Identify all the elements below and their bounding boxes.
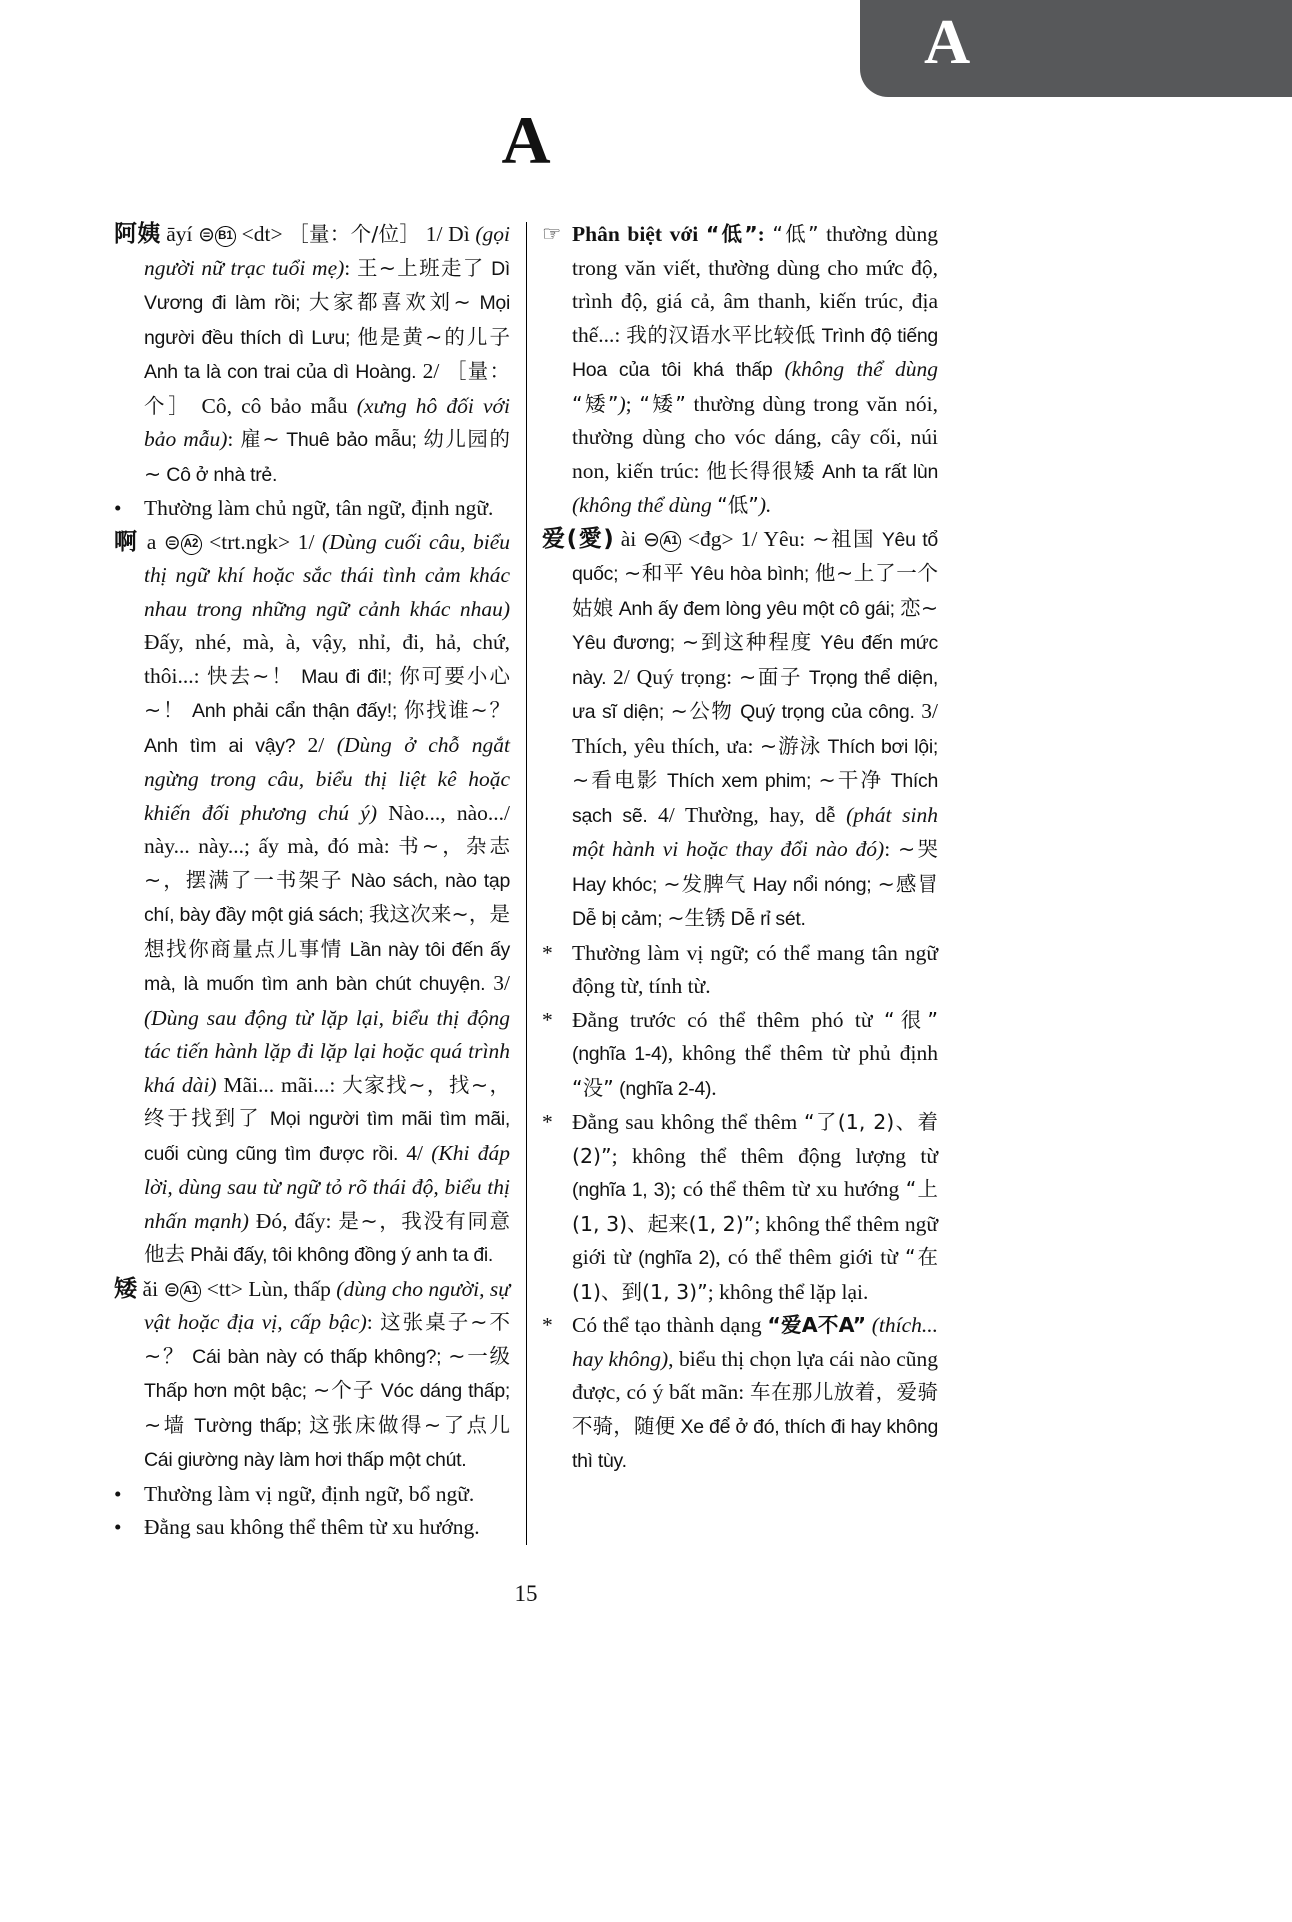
segment-cn: 你找谁~？ <box>403 698 510 722</box>
segment-cn: 王~上班走了 <box>356 255 485 280</box>
segment-gl: Yêu đến mức này. <box>572 632 939 689</box>
segment-cn: 我这次来~，是想找你商量点儿事情 <box>144 902 510 961</box>
star-note <box>542 937 938 1004</box>
segment-gl: Thích xem phim; <box>659 770 819 792</box>
segment-gl: Hay khóc; <box>572 873 664 896</box>
grade-symbol-icon: ⊖ <box>643 526 660 551</box>
segment-cn: 大家都喜欢刘~ <box>308 290 471 314</box>
segment-vi: Đằng sau không thể thêm <box>572 1110 804 1134</box>
dictionary-entry <box>114 218 510 492</box>
segment-py: āyí <box>160 222 199 246</box>
segment-vi: 3/ Thích, yêu thích, ưa: <box>572 699 938 758</box>
segment-cn: ~生锈 <box>667 906 726 930</box>
segment-gl: Vóc dáng thấp; <box>374 1380 510 1402</box>
segment-tag: <đg> <box>680 526 741 551</box>
star-note <box>542 1309 938 1479</box>
level-badge: A1 <box>660 531 681 552</box>
segment-gl: Trình độ tiếng Hoa của tôi khá thấp <box>572 324 938 381</box>
segment-cn: 快去~！ <box>207 663 294 688</box>
segment-vi: Có thể tạo thành dạng <box>572 1313 768 1337</box>
headword: 阿姨 <box>114 221 161 247</box>
bullet-marker-icon: • <box>114 1515 122 1539</box>
segment-cn: “在(1)、到(1, 3)” <box>572 1245 938 1304</box>
segment-gl: Anh tìm ai vậy? <box>144 734 308 757</box>
segment-cn: “低” <box>772 222 819 246</box>
segment-gl: (nghĩa 2) <box>638 1247 716 1269</box>
segment-gl: (nghĩa 1, 3) <box>572 1179 671 1201</box>
segment-vi: 2/ Quý trọng: <box>612 664 740 689</box>
segment-gl: Cái bàn này có thấp không?; <box>185 1345 449 1368</box>
dictionary-entry <box>114 1273 510 1478</box>
segment-cn: 你可要小心~！ <box>144 663 510 722</box>
section-letter-heading: A <box>501 102 551 178</box>
segment-py: a <box>139 529 164 554</box>
segment-gl: Nào sách, nào tạp chí, bày đầy một giá sách; <box>144 869 510 926</box>
segment-gl: Yêu hòa bình; <box>684 563 815 585</box>
segment-cn: ~和平 <box>624 561 685 585</box>
segment-gl: Tường thấp; <box>186 1414 310 1437</box>
segment-vi: Thường làm vị ngữ; có thể mang tân ngữ động từ, tính từ. <box>572 940 938 998</box>
segment-cn: ［量：个/位］ <box>288 222 421 246</box>
segment-vi: 2/ <box>422 359 446 383</box>
segment-cn: “矮” <box>572 391 619 416</box>
segment-cn: “矮” <box>639 391 686 416</box>
bullet-note <box>114 1511 510 1545</box>
page-number: 15 <box>514 1580 538 1606</box>
segment-gl: Anh ta rất lùn <box>815 460 939 483</box>
segment-gl: (nghĩa 1-4) <box>572 1043 668 1065</box>
segment-gl: Anh phải cẩn thận đấy!; <box>185 700 404 722</box>
segment-vi: Mãi... mãi...: <box>216 1072 343 1097</box>
segment-cn: ~到这种程度 <box>681 630 814 654</box>
segment-vi: , có thể thêm giới từ <box>715 1245 906 1269</box>
segment-gl: Anh ấy đem lòng yêu một cô gái; <box>613 597 901 620</box>
segment-cn: ~发脾气 <box>663 871 747 896</box>
segment-gl: Mau đi đi!; <box>293 665 400 688</box>
segment-vi: , không thể thêm từ phủ định <box>667 1041 938 1065</box>
segment-gl: Hay nổi nóng; <box>746 873 878 896</box>
segment-vi: : <box>227 427 241 451</box>
segment-gl: Yêu đương; <box>572 632 682 654</box>
segment-it: ). <box>758 493 772 517</box>
segment-vi: 2/ <box>307 732 337 757</box>
pointer-note <box>542 218 938 523</box>
segment-cn: ~祖国 <box>812 526 876 551</box>
segment-gl: Mọi người đều thích dì Lưu; <box>144 292 510 349</box>
segment-cn: ~感冒 <box>877 871 938 896</box>
segment-vi: 4/ Thường, hay, dễ <box>657 802 847 827</box>
section-tab-letter: A <box>924 6 971 77</box>
segment-vi: 1/ <box>297 529 322 554</box>
segment-cn: ［量：个］ <box>144 359 510 418</box>
segment-gl: Lần này tôi đến ấy mà, là muốn tìm anh bàn chút chuyện. <box>144 938 510 995</box>
star-marker-icon: * <box>542 1110 553 1134</box>
segment-it: (không thể dùng <box>784 357 938 381</box>
segment-vi: 1/ Dì <box>420 222 476 246</box>
dictionary-entry <box>114 526 510 1273</box>
headword: 爱(愛) <box>542 525 614 552</box>
right-column <box>542 218 938 1545</box>
segment-gl: (nghĩa 2-4) <box>619 1077 712 1100</box>
segment-cn: 他长得很矮 <box>706 458 816 483</box>
segment-it: (gọi người nữ trạc tuổi mẹ) <box>144 222 510 280</box>
segment-vi: 4/ <box>406 1140 432 1165</box>
segment-vi: Đằng sau không thể thêm từ xu hướng. <box>144 1515 480 1539</box>
segment-vi: , biểu thị chọn lựa cái nào cũng được, có ý bất mãn: <box>572 1346 939 1404</box>
headword: 矮 <box>114 1275 138 1302</box>
segment-gl: Dì Vương đi làm rồi; <box>144 257 510 314</box>
segment-gl: Thích sạch sẽ. <box>572 770 939 827</box>
segment-cn: “低” <box>717 493 759 517</box>
segment-gl: Quý trọng của công. <box>733 701 922 723</box>
segment-cn: ~干净 <box>818 768 884 792</box>
star-marker-icon: * <box>542 1313 553 1337</box>
segment-cn: “没” <box>572 1075 614 1100</box>
segment-gl: Xe để ở đó, thích đi hay không thì tùy. <box>572 1415 938 1472</box>
segment-vi: : <box>884 837 898 861</box>
grade-symbol-icon: ⊜ <box>198 222 215 246</box>
segment-gl: Trọng thể diện, ưa sĩ diện; <box>572 666 938 723</box>
segment-cn: 他~上了一个姑娘 <box>572 561 938 620</box>
segment-cn: 我的汉语水平比较低 <box>626 322 816 347</box>
column-divider <box>526 222 527 1545</box>
level-badge: A1 <box>180 1281 201 1302</box>
segment-it: (Dùng ở chỗ ngắt ngừng trong câu, biểu thị liệt kê hoặc khiến đối phương chú ý) <box>144 732 510 825</box>
segment-it: (dùng cho người, sự vật hoặc địa vị, cấp bậc) <box>144 1276 510 1334</box>
segment-tag: <dt> <box>235 222 289 246</box>
segment-cn: 幼儿园的~ <box>144 427 510 486</box>
segment-vi: Lùn, thấp <box>248 1276 337 1301</box>
grade-symbol-icon: ⊜ <box>163 1276 181 1301</box>
segment-cn: “很” <box>884 1007 938 1032</box>
segment-vi: 3/ <box>493 971 510 995</box>
star-note <box>542 1106 938 1309</box>
segment-it: (xưng hô đối với bảo mẫu) <box>144 393 510 451</box>
star-marker-icon: * <box>542 940 553 965</box>
segment-gl: Thuê bảo mẫu; <box>279 429 424 451</box>
segment-cn: ~看电影 <box>572 768 660 792</box>
segment-gl: Mọi người tìm mãi tìm mãi, cuối cùng cũng tìm được rồi. <box>144 1108 511 1165</box>
segment-cn: 车在那儿放着，爱骑不骑，随便 <box>572 1380 938 1438</box>
segment-py: ài <box>613 526 644 551</box>
segment-vi: thường dùng trong văn nói, thường dùng cho vóc dáng, cây cối, núi non, kiến trúc: <box>572 391 939 483</box>
dictionary-columns <box>114 218 938 1545</box>
segment-cn: 恋~ <box>900 595 938 620</box>
star-marker-icon: * <box>542 1007 553 1032</box>
segment-vi: ; <box>625 391 640 416</box>
segment-tag: <tt> <box>201 1276 249 1301</box>
segment-cn: ~面子 <box>739 664 803 689</box>
segment-vi: 1/ Yêu: <box>740 526 813 551</box>
segment-gl: Thích bơi lội; <box>821 735 938 758</box>
pointer-marker-icon: ☞ <box>542 222 562 246</box>
segment-cn: “上(1, 3)、起来(1, 2)” <box>572 1177 939 1236</box>
segment-vi: Đằng trước có thể thêm phó từ <box>572 1007 885 1032</box>
segment-b: : <box>757 222 773 246</box>
segment-b: Phân biệt với <box>572 222 706 246</box>
segment-gl: Thấp hơn một bậc; <box>144 1380 314 1402</box>
segment-it: (Dùng sau động từ lặp lại, biểu thị động tác tiến hành lặp đi lặp lại hoặc quá trình khá dài) <box>144 1005 510 1097</box>
level-badge: A2 <box>181 534 202 555</box>
segment-vi: . <box>711 1075 717 1100</box>
section-tab <box>860 0 1292 97</box>
left-column <box>114 218 510 1545</box>
segment-cnb: “低” <box>705 222 758 246</box>
bullet-marker-icon: • <box>114 496 122 520</box>
segment-cn: ~游泳 <box>759 733 822 758</box>
dictionary-entry <box>542 523 938 937</box>
bullet-note <box>114 1478 510 1512</box>
segment-vi: Đấy, nhé, mà, à, vậy, nhỉ, đi, hả, chứ, thôi...: <box>144 630 510 688</box>
segment-gl: Cô ở nhà trẻ. <box>161 463 278 486</box>
segment-vi: Thường làm vị ngữ, định ngữ, bổ ngữ. <box>144 1481 475 1506</box>
segment-cn: 大家找~，找~，终于找到了 <box>144 1072 510 1130</box>
headword: 啊 <box>114 528 140 555</box>
segment-cn: 他是黄~的儿子 <box>357 324 510 349</box>
segment-vi: Thường làm chủ ngữ, tân ngữ, định ngữ. <box>144 496 494 520</box>
segment-tag: <trt.ngk> <box>201 529 298 554</box>
segment-py: ǎi <box>137 1276 164 1301</box>
segment-it: (phát sinh một hành vi hoặc thay đổi nào đó) <box>572 802 938 861</box>
segment-cn: ~公物 <box>670 699 734 723</box>
segment-vi: : <box>366 1310 381 1334</box>
segment-gl: Anh ta là con trai của dì Hoàng. <box>144 361 423 383</box>
segment-gl: Phải đấy, tôi không đồng ý anh ta đi. <box>185 1244 494 1266</box>
segment-vi: : <box>344 255 357 280</box>
segment-gl: Yêu tổ quốc; <box>572 528 938 585</box>
segment-cn: “了(1, 2)、着(2)” <box>572 1110 938 1168</box>
segment-vi: Đó, đấy: <box>248 1208 339 1233</box>
segment-vi: ; có thể thêm từ xu hướng <box>670 1177 906 1201</box>
segment-cn: 是~，我没有同意他去 <box>144 1208 511 1266</box>
segment-it: (không thể dùng <box>572 493 718 517</box>
segment-vi: Cô, cô bảo mẫu <box>192 393 357 418</box>
level-badge: B1 <box>215 226 236 247</box>
segment-cn: 书~，杂志~，摆满了一书架子 <box>144 834 510 892</box>
segment-gl: Dễ rỉ sét. <box>725 908 806 930</box>
segment-gl: Cái giường này làm hơi thấp một chút. <box>144 1449 467 1471</box>
segment-vi: ; không thể thêm động lượng từ <box>611 1143 938 1168</box>
segment-cn: ~墙 <box>144 1412 187 1437</box>
segment-cn: 这张桌子~不~？ <box>144 1310 510 1368</box>
segment-vi: thường dùng trong văn viết, thường dùng cho mức độ, trình độ, giá cả, âm thanh, kiến trúc, địa thế...: <box>572 222 938 347</box>
grade-symbol-icon: ⊜ <box>163 529 181 554</box>
star-note <box>542 1004 938 1107</box>
segment-cn: ~哭 <box>897 837 938 861</box>
segment-cn: 雇~ <box>240 427 280 451</box>
segment-cnb: “爱A不A” <box>767 1313 867 1337</box>
segment-it: ) <box>618 391 626 416</box>
segment-cn: ~一级 <box>448 1343 510 1368</box>
segment-vi: ; không thể lặp lại. <box>707 1279 869 1304</box>
bullet-note <box>114 492 510 526</box>
segment-vi: Nào..., nào.../ này... này...; ấy mà, đó mà: <box>144 800 510 858</box>
segment-vi: ; không thể thêm ngữ giới từ <box>572 1211 938 1269</box>
segment-gl: Dễ bị cảm; <box>572 908 668 930</box>
segment-cn: ~个子 <box>313 1378 375 1402</box>
segment-it: (Khi đáp lời, dùng sau từ ngữ tỏ rõ thái độ, biểu thị nhấn mạnh) <box>144 1140 510 1233</box>
segment-it: (thích... hay không) <box>572 1313 939 1371</box>
segment-it: (Dùng cuối câu, biểu thị ngữ khí hoặc sắc thái tình cảm khác nhau trong những ngữ cảnh khác nhau) <box>144 529 511 621</box>
bullet-marker-icon: • <box>114 1481 122 1506</box>
segment-cn: 这张床做得~了点儿 <box>309 1412 510 1437</box>
